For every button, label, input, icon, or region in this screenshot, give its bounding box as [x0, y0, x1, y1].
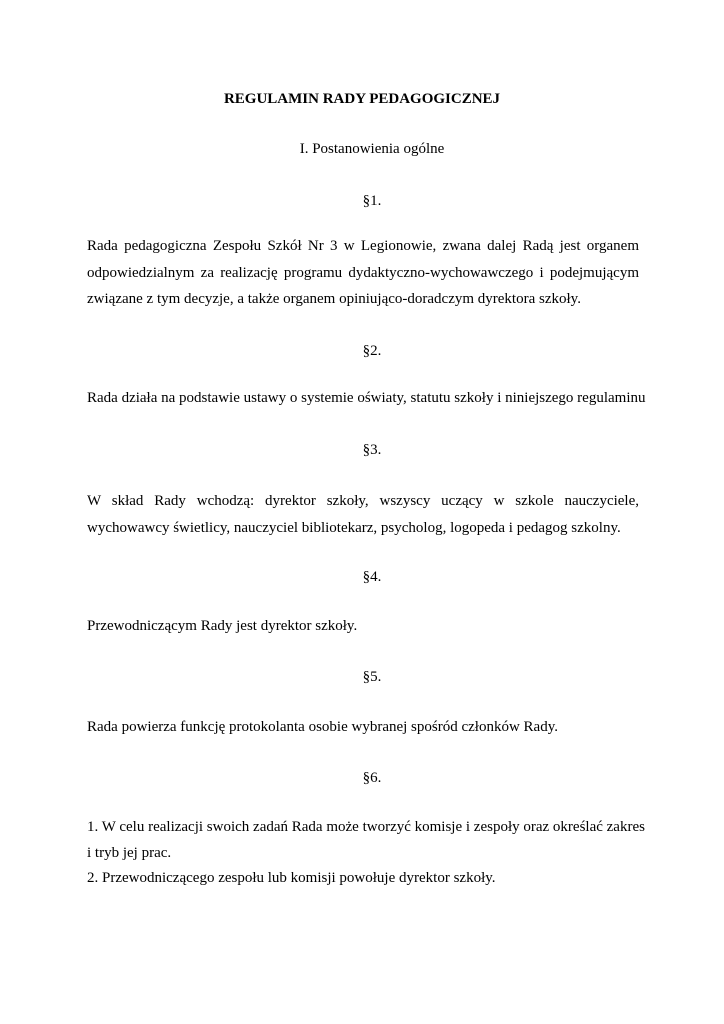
document-title: REGULAMIN RADY PEDAGOGICZNEJ [223, 91, 501, 107]
paragraph-marker-3: §3. [362, 442, 382, 458]
paragraph-marker-4: §4. [362, 569, 382, 585]
paragraph-text-5: Rada powierza funkcję protokolanta osobie wybranej spośród członków Rady. [87, 719, 558, 735]
paragraph-marker-1: §1. [362, 193, 382, 209]
list-item-1: 1. W celu realizacji swoich zadań Rada może tworzyć komisje i zespoły oraz określać zakres i tryb jej prac. [87, 819, 645, 861]
paragraph-text-2: Rada działa na podstawie ustawy o systemie oświaty, statutu szkoły i niniejszego regulaminu [87, 390, 646, 406]
paragraph-text-1: Rada pedagogiczna Zespołu Szkół Nr 3 w Legionowie, zwana dalej Radą jest organem odpowiedzialnym za realizację programu dydaktyczno-wychowawczego i podejmującym związane z tym decyzje, a także organem opiniująco-doradczym dyrektora szkoły. [87, 238, 639, 307]
paragraph-marker-6: §6. [362, 770, 382, 786]
paragraph-text-3: W skład Rady wchodzą: dyrektor szkoły, wszyscy uczący w szkole nauczyciele, wychowawcy świetlicy, nauczyciel bibliotekarz, psycholog, logopeda i pedagog szkolny. [87, 493, 639, 536]
paragraph-marker-2: §2. [362, 343, 382, 359]
list-item-2: 2. Przewodniczącego zespołu lub komisji powołuje dyrektor szkoły. [87, 870, 496, 886]
paragraph-marker-5: §5. [362, 669, 382, 685]
paragraph-text-4: Przewodniczącym Rady jest dyrektor szkoły. [87, 618, 358, 634]
section-heading: I. Postanowienia ogólne [299, 141, 445, 157]
